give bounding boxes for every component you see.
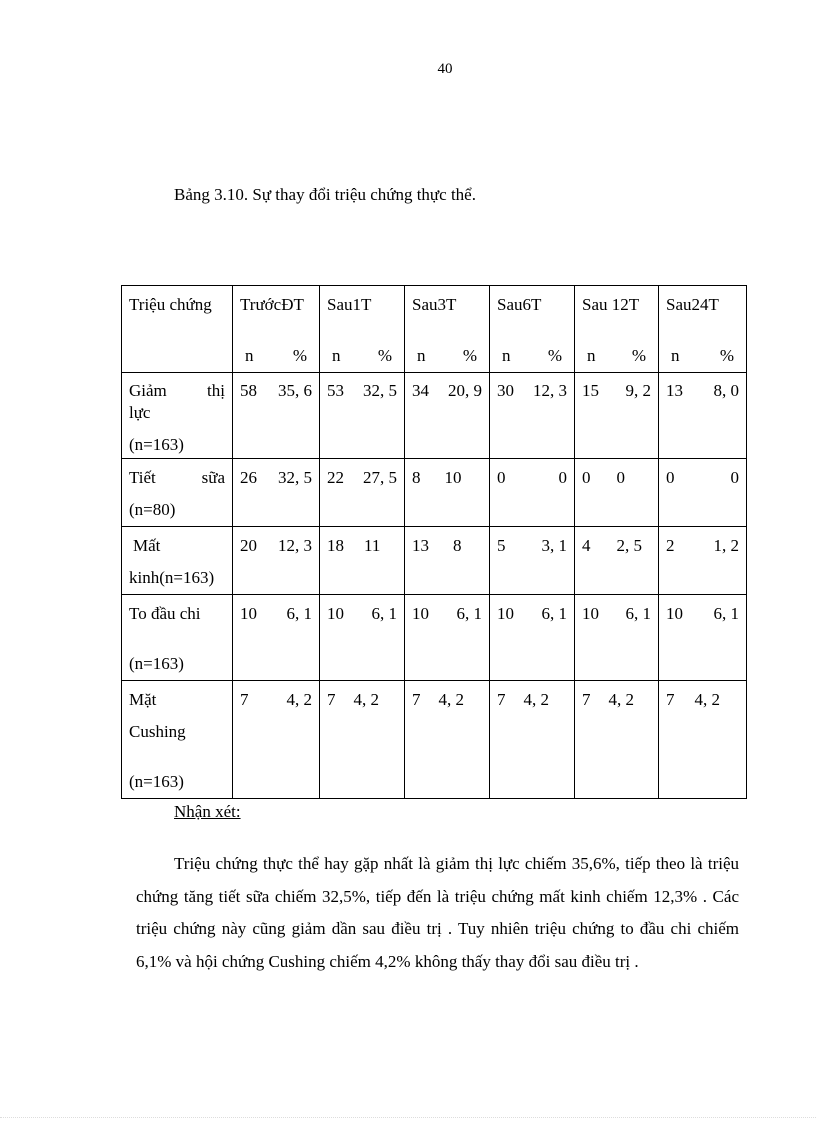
symptom-name: Mất kinh(n=163) (122, 527, 233, 595)
header-col-5: Sau24T n % (659, 286, 747, 373)
value-cell: 26 32, 5 (233, 459, 320, 527)
symptom-name: Mặt Cushing (n=163) (122, 681, 233, 799)
value-cell: 10 6, 1 (659, 595, 747, 681)
value-cell: 0 0 (575, 459, 659, 527)
symptom-table (121, 285, 747, 799)
value-cell: 58 35, 6 (233, 373, 320, 459)
value-cell: 7 4, 2 (575, 681, 659, 799)
symptom-name: Giảm thị lực (n=163) (122, 373, 233, 459)
header-col-2: Sau3T n % (405, 286, 490, 373)
table-row (122, 527, 747, 595)
value-cell: 0 0 (490, 459, 575, 527)
remark-title: Nhận xét: (174, 802, 241, 821)
value-cell: 34 20, 9 (405, 373, 490, 459)
value-cell: 10 6, 1 (320, 595, 405, 681)
header-col-4: Sau 12T n % (575, 286, 659, 373)
header-col-0: TrướcĐT n % (233, 286, 320, 373)
value-cell: 13 8 (405, 527, 490, 595)
header-col-1: Sau1T n % (320, 286, 405, 373)
value-cell: 2 1, 2 (659, 527, 747, 595)
value-cell: 13 8, 0 (659, 373, 747, 459)
value-cell: 7 4, 2 (320, 681, 405, 799)
symptom-name: Tiết sữa (n=80) (122, 459, 233, 527)
value-cell: 30 12, 3 (490, 373, 575, 459)
header-symptom: Triệu chứng (122, 286, 233, 373)
table-caption: Bảng 3.10. Sự thay đổi triệu chứng thực thể. (174, 185, 476, 204)
value-cell: 22 27, 5 (320, 459, 405, 527)
remark-paragraph: Triệu chứng thực thể hay gặp nhất là giảm thị lực chiếm 35,6%, tiếp theo là triệu chứng tăng tiết sữa chiếm 32,5%, tiếp đến là triệu chứng mất kinh chiếm 12,3% . Các triệu chứng này cũng giảm dần sau điều trị . Tuy nhiên triệu chứng to đầu chi chiếm 6,1% và hội chứng Cushing chiếm 4,2% không thấy thay đổi sau điều trị . (136, 854, 739, 971)
value-cell: 7 4, 2 (233, 681, 320, 799)
value-cell: 8 10 (405, 459, 490, 527)
value-cell: 10 6, 1 (490, 595, 575, 681)
value-cell: 53 32, 5 (320, 373, 405, 459)
value-cell: 7 4, 2 (405, 681, 490, 799)
value-cell: 10 6, 1 (575, 595, 659, 681)
value-cell: 20 12, 3 (233, 527, 320, 595)
table-row (122, 373, 747, 459)
value-cell: 0 0 (659, 459, 747, 527)
value-cell: 10 6, 1 (405, 595, 490, 681)
value-cell: 7 4, 2 (659, 681, 747, 799)
value-cell: 18 11 (320, 527, 405, 595)
header-col-3: Sau6T n % (490, 286, 575, 373)
table-row (122, 459, 747, 527)
value-cell: 5 3, 1 (490, 527, 575, 595)
table-row (122, 681, 747, 799)
page-number: 40 (437, 61, 453, 77)
value-cell: 4 2, 5 (575, 527, 659, 595)
table-header-row (122, 286, 747, 373)
value-cell: 10 6, 1 (233, 595, 320, 681)
symptom-name: To đầu chi (n=163) (122, 595, 233, 681)
value-cell: 15 9, 2 (575, 373, 659, 459)
value-cell: 7 4, 2 (490, 681, 575, 799)
table-row (122, 595, 747, 681)
page-bottom-divider (0, 1117, 816, 1118)
